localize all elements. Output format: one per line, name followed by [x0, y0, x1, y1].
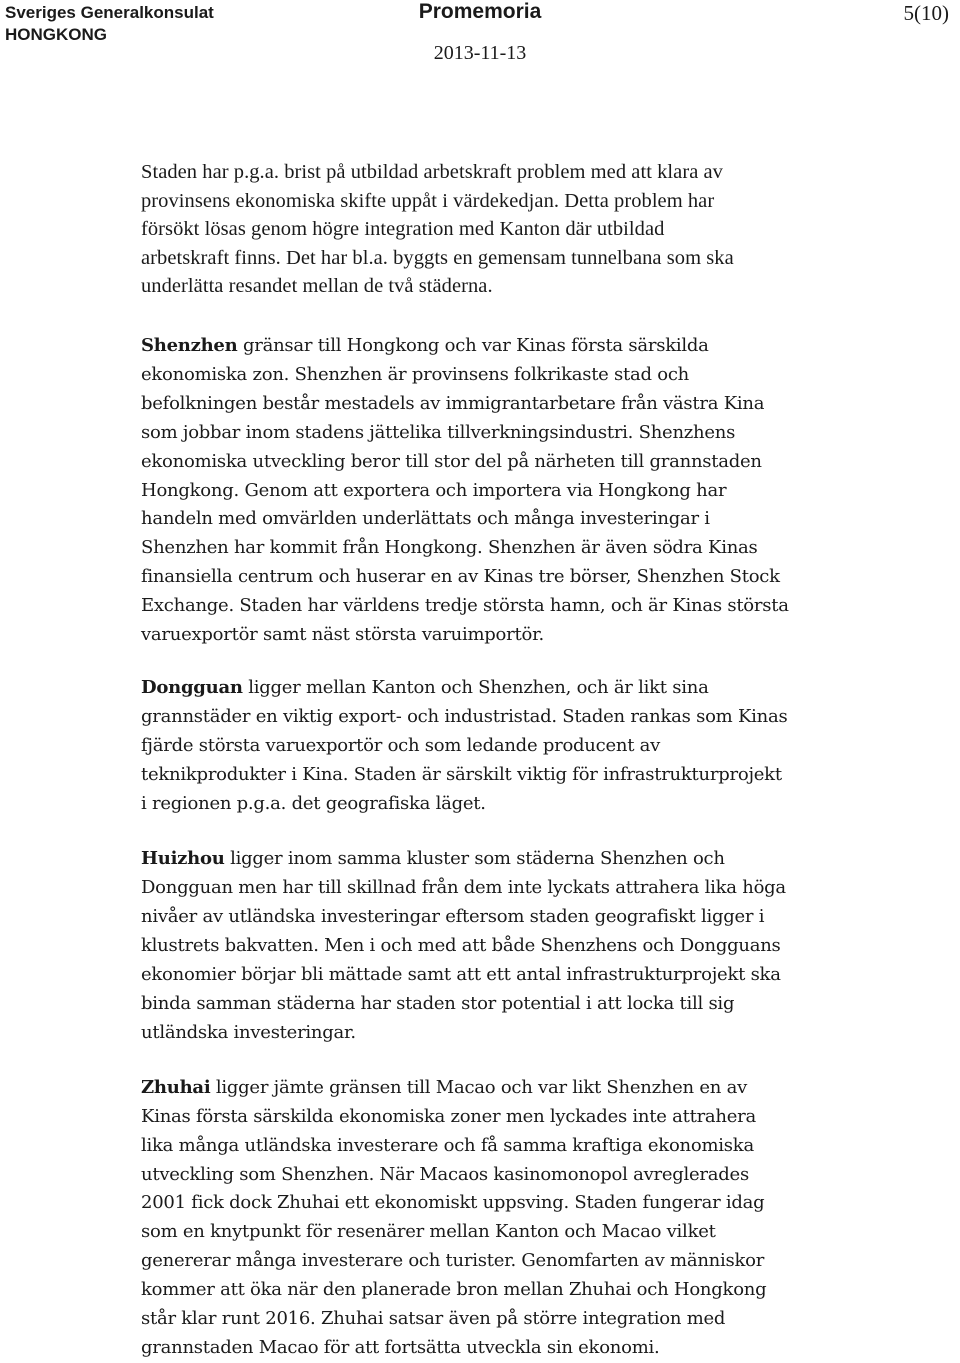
text-line: ekonomier börjar bli mättade samt att ett antal infrastrukturprojekt ska [141, 964, 781, 986]
text-line: finansiella centrum och huserar en av Kinas tre börser, Shenzhen Stock [141, 566, 780, 588]
paragraph-lead: Zhuhai [141, 1076, 211, 1098]
text-line: arbetskraft finns. Det har bl.a. byggts en gemensam tunnelbana som ska [141, 246, 734, 269]
page-header [0, 0, 960, 80]
text-line: Zhuhai ligger jämte gränsen till Macao och var likt Shenzhen en av [141, 1076, 747, 1098]
text-line: nivåer av utländska investeringar eftersom staden geografiskt ligger i [141, 906, 765, 928]
text-line: som jobbar inom stadens jättelika tillverkningsindustri. Shenzhens [141, 421, 736, 443]
text-line: varuexportör samt näst största varuimportör. [141, 624, 544, 646]
text-line: i regionen p.g.a. det geografiska läget. [141, 792, 486, 814]
text-line: Dongguan men har till skillnad från dem inte lyckats attrahera lika höga [141, 877, 786, 899]
text-line: står klar runt 2016. Zhuhai satsar även på större integration med [141, 1308, 726, 1330]
text-line: genererar många investerare och turister. Genomfarten av människor [141, 1250, 765, 1272]
text-line: provinsens ekonomiska skifte uppåt i värdekedjan. Detta problem har [141, 189, 715, 212]
paragraph-lead: Huizhou [141, 848, 225, 870]
document-date: 2013-11-13 [433, 42, 527, 64]
text-line: grannstäder en viktig export- och industristad. Staden rankas som Kinas [141, 705, 788, 727]
page-number: 5(10) [903, 1, 949, 25]
paragraph-huizhou [141, 845, 941, 1047]
text-line: utveckling som Shenzhen. När Macaos kasinomonopol avreglerades [141, 1163, 749, 1185]
text-line: Exchange. Staden har världens tredje största hamn, och är Kinas största [141, 595, 789, 617]
text-line: grannstaden Macao för att fortsätta utveckla sin ekonomi. [141, 1336, 660, 1358]
paragraph-lead: Shenzhen [141, 334, 238, 356]
text-line: lika många utländska investerare och få samma kraftiga ekonomiska [141, 1134, 754, 1156]
organization-name: Sveriges Generalkonsulat [5, 3, 214, 22]
text-line: klustrets bakvatten. Men i och med att både Shenzhens och Dongguans [141, 935, 781, 957]
text-line: handeln med omvärlden underlättats och många investeringar i [141, 508, 710, 530]
paragraph-shenzhen [141, 332, 941, 650]
text-line: Staden har p.g.a. brist på utbildad arbetskraft problem med att klara av [141, 161, 723, 183]
document-body [141, 158, 941, 1363]
text-line: befolkningen består mestadels av immigrantarbetare från västra Kina [141, 392, 765, 414]
text-line: som en knytpunkt för resenärer mellan Kanton och Macao vilket [141, 1221, 716, 1243]
paragraph-staden [141, 158, 941, 301]
paragraph-dongguan [141, 674, 941, 819]
paragraph-lead: Dongguan [141, 676, 243, 698]
text-line: ekonomiska zon. Shenzhen är provinsens folkrikaste stad och [141, 363, 690, 385]
text-line: Huizhou ligger inom samma kluster som städerna Shenzhen och [141, 848, 725, 870]
text-line: teknikprodukter i Kina. Staden är särskilt viktig för infrastrukturprojekt [141, 763, 782, 785]
text-line: binda samman städerna har staden stor potential i att locka till sig [141, 993, 735, 1014]
text-line: Kinas första särskilda ekonomiska zoner men lyckades inte attrahera [141, 1105, 756, 1127]
text-line: Shenzhen har kommit från Hongkong. Shenzhen är även södra Kinas [141, 537, 758, 559]
text-line: underlätta resandet mellan de två städerna. [141, 275, 493, 298]
text-line: 2001 fick dock Zhuhai ett ekonomiskt uppsving. Staden fungerar idag [141, 1192, 765, 1214]
text-line: ekonomiska utveckling beror till stor del på närheten till grannstaden [141, 450, 762, 472]
text-line: Shenzhen gränsar till Hongkong och var Kinas första särskilda [141, 334, 709, 356]
paragraph-zhuhai [141, 1074, 941, 1363]
text-line: Hongkong. Genom att exportera och importera via Hongkong har [141, 479, 727, 501]
text-line: försökt lösas genom högre integration med Kanton där utbildad [141, 218, 665, 241]
document-title: Promemoria [418, 0, 542, 23]
text-line: Dongguan ligger mellan Kanton och Shenzhen, och är likt sina [141, 676, 709, 698]
text-line: kommer att öka när den planerade bron mellan Zhuhai och Hongkong [141, 1279, 767, 1301]
organization-city: HONGKONG [5, 25, 107, 44]
text-line: fjärde största varuexportör och som ledande producent av [141, 734, 661, 756]
text-line: utländska investeringar. [141, 1021, 356, 1043]
